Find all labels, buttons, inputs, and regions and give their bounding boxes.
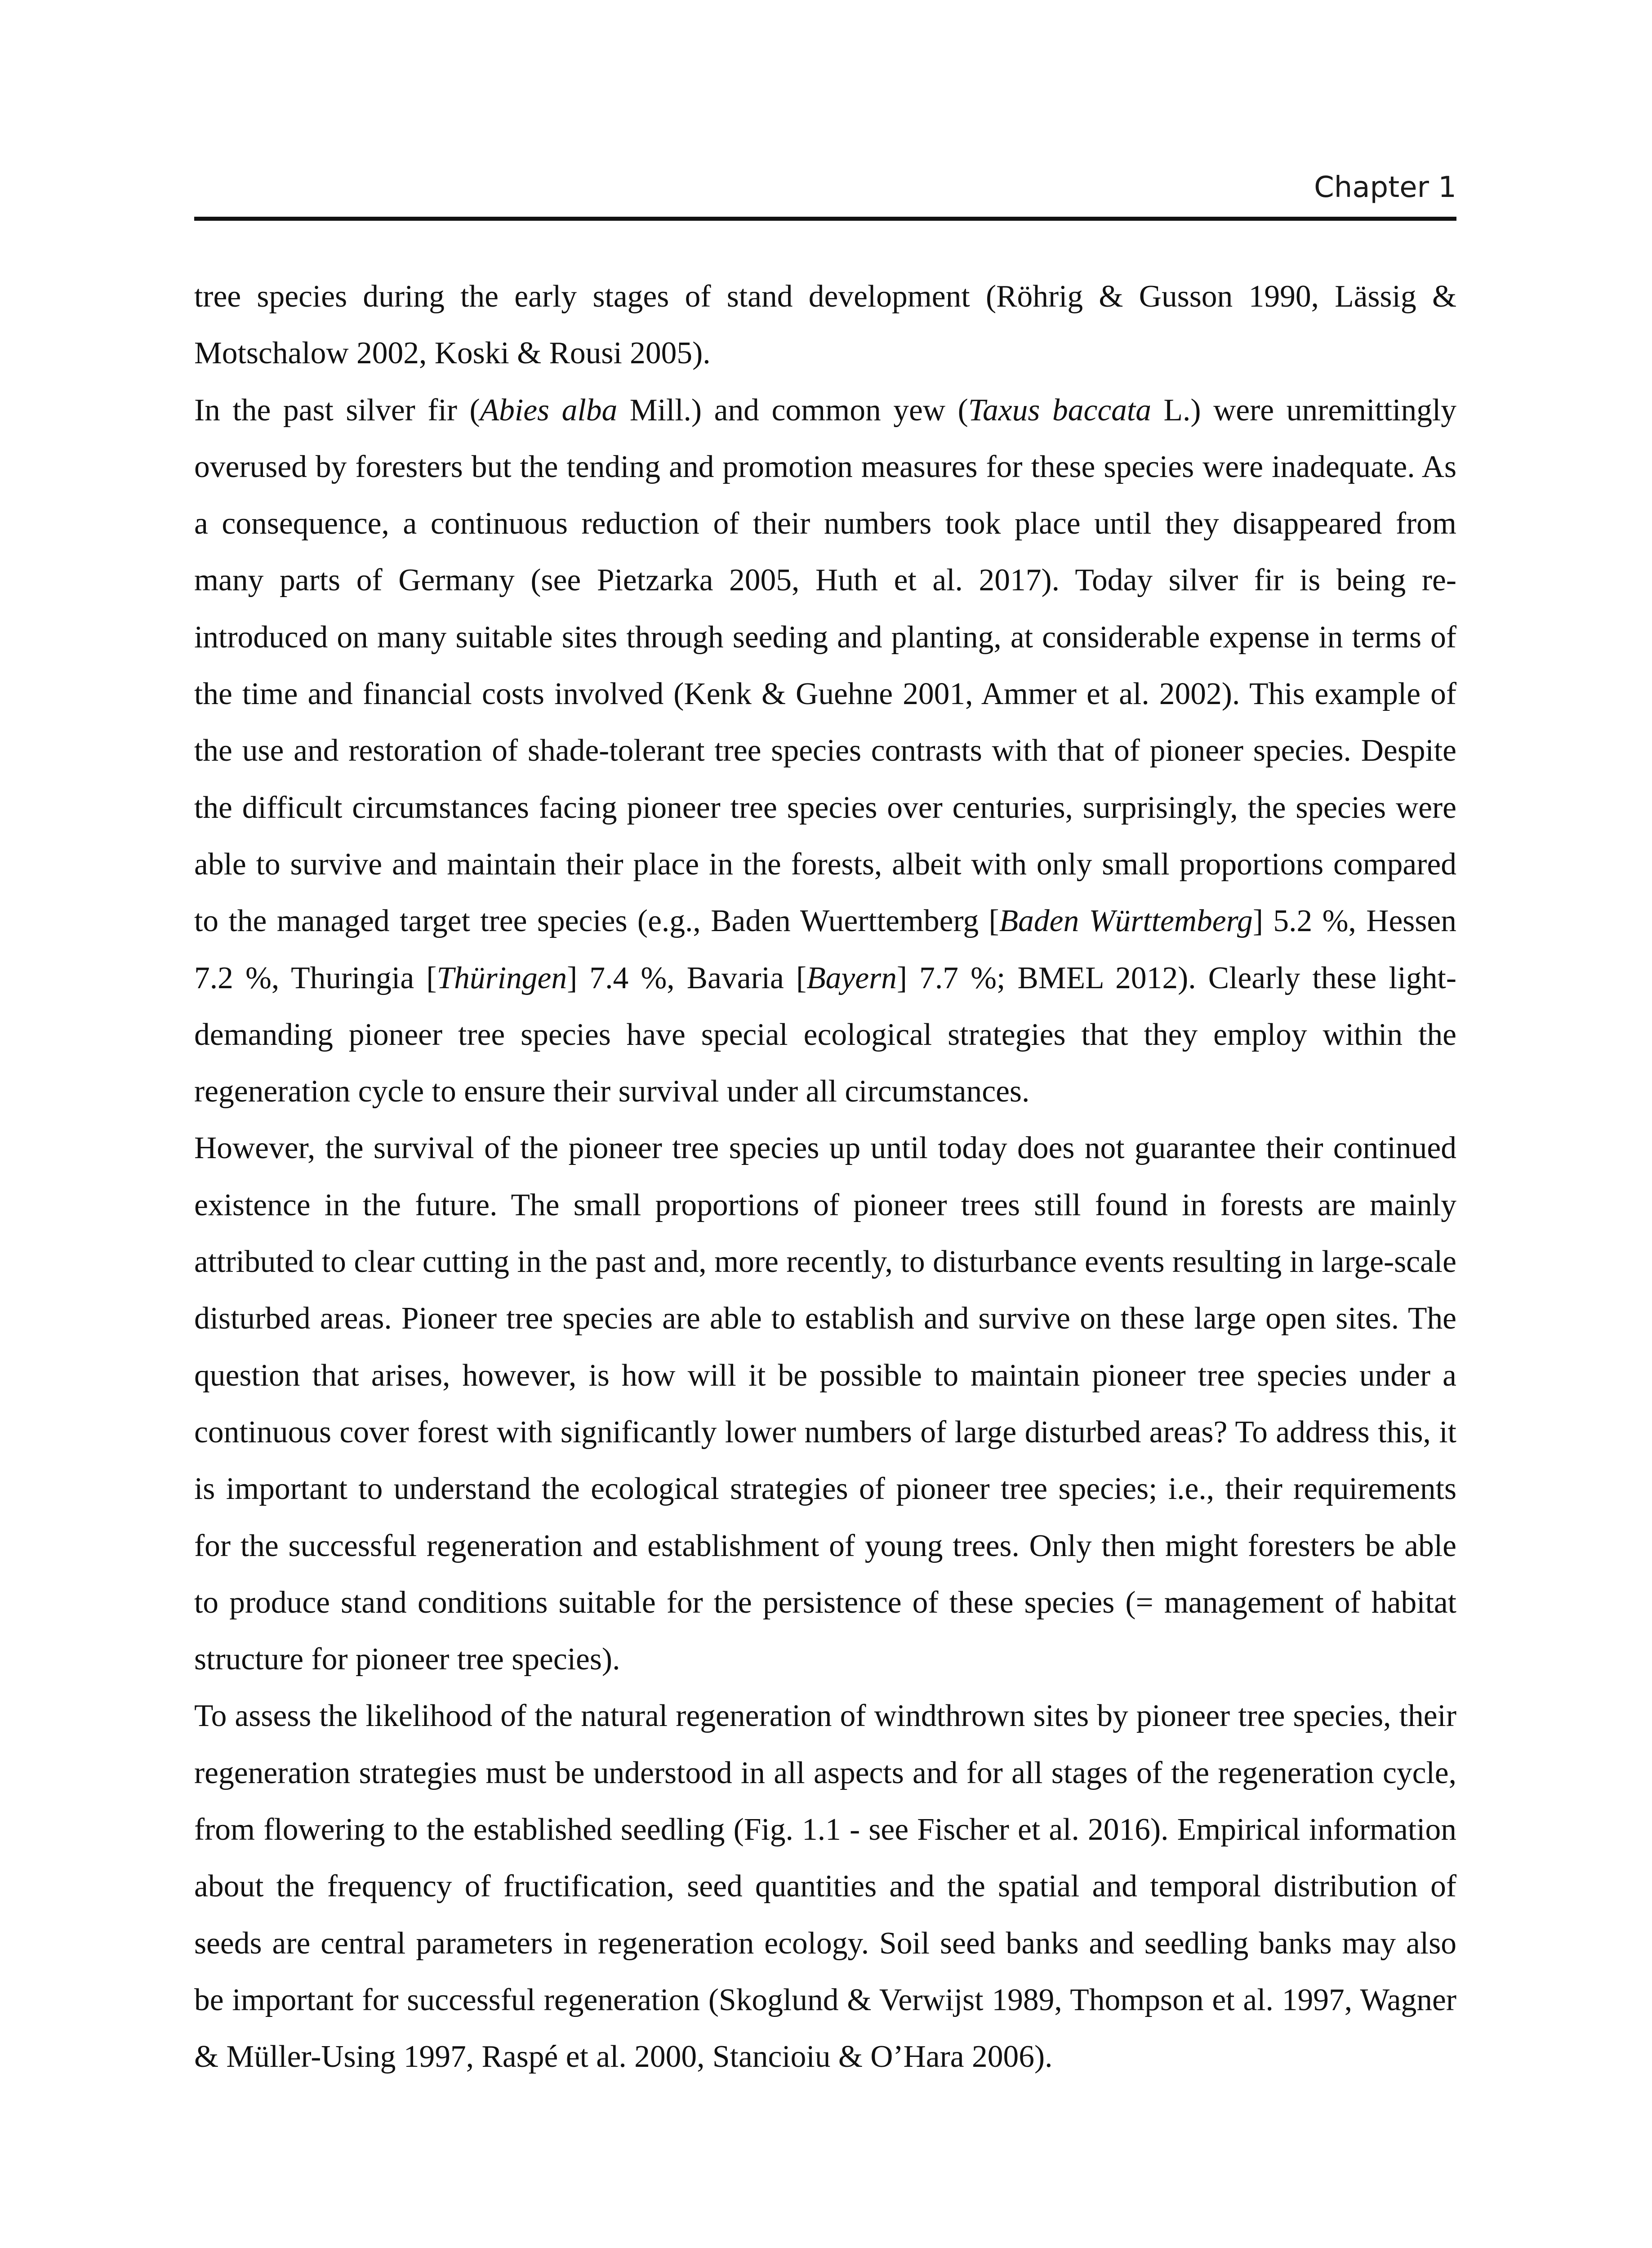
species-name-taxus-baccata: Taxus baccata [968,393,1151,428]
text-run: L.) were unremittingly overused by foresters but the tending and promotion measures for these species were inadequate. As a consequence, a continuous reduction of their numbers took place until they disappeared from many parts of Germany (see Pietzarka 2005, Huth et al. 2017). Today silver fir is being re-introduced on many suitable sites through seeding and planting, at considerable expense in terms of the time and financial costs involved (Kenk & Guehne 2001, Ammer et al. 2002). This example of the use and restoration of shade-tolerant tree species contrasts with that of pioneer species. Despite the difficult circumstances facing pioneer tree species over centuries, surprisingly, the species were able to survive and maintain their place in the forests, albeit with only small proportions compared to the managed target tree species (e.g., Baden Wuerttemberg [ [194,393,1457,939]
text-run: In the past silver fir ( [194,393,480,428]
text-run: ] 7.7 %; BMEL 2012). Clearly these light-demanding pioneer tree species have special ecological strategies that they employ within the regeneration cycle to ensure their survival under all circumstances. [194,960,1456,1109]
text-run: ] 5.2 %, Hessen 7.2 %, Thuringia [ [194,904,1456,995]
text-run: Mill.) and common yew ( [617,393,968,428]
body-text [194,268,1456,2086]
header-divider [194,217,1456,221]
running-header-chapter: Chapter 1 [1314,171,1456,204]
paragraph-regeneration [194,1688,1456,2085]
text-run: However, the survival of the pioneer tree species up until today does not guarantee their continued existence in the future. The small proportions of pioneer trees still found in forests are mainly attributed to clear cutting in the past and, more recently, to disturbance events resulting in large-scale disturbed areas. Pioneer tree species are able to establish and survive on these large open sites. The question that arises, however, is how will it be possible to maintain pioneer tree species under a continuous cover forest with significantly lower numbers of large disturbed areas? To address this, it is important to understand the ecological strategies of pioneer tree species; i.e., their requirements for the successful regeneration and establishment of young trees. Only then might foresters be able to produce stand conditions suitable for the persistence of these species (= management of habitat structure for pioneer tree species). [194,1131,1456,1677]
paragraph-survival [194,1120,1456,1688]
species-name-abies-alba: Abies alba [480,393,618,428]
text-run: tree species during the early stages of stand development (Röhrig & Gusson 1990, Lässig & Motschalow 2002, Koski & Rousi 2005). [194,279,1456,371]
text-run: ] 7.4 %, Bavaria [ [567,960,807,995]
paragraph-continuation [194,268,1456,382]
text-run: To assess the likelihood of the natural regeneration of windthrown sites by pioneer tree species, their regeneration strategies must be understood in all aspects and for all stages of the regeneration cycle, from flowering to the established seedling (Fig. 1.1 - see Fischer et al. 2016). Empirical information about the frequency of fructification, seed quantities and the spatial and temporal distribution of seeds are central parameters in regeneration ecology. Soil seed banks and seedling banks may also be important for successful regeneration (Skoglund & Verwijst 1989, Thompson et al. 1997, Wagner & Müller-Using 1997, Raspé et al. 2000, Stancioiu & O’Hara 2006). [194,1699,1456,2074]
region-name-bayern: Bayern [806,960,897,995]
paragraph-silver-fir [194,382,1456,1120]
region-name-thueringen: Thüringen [436,960,567,995]
region-name-baden-wuerttemberg: Baden Württemberg [999,904,1253,939]
